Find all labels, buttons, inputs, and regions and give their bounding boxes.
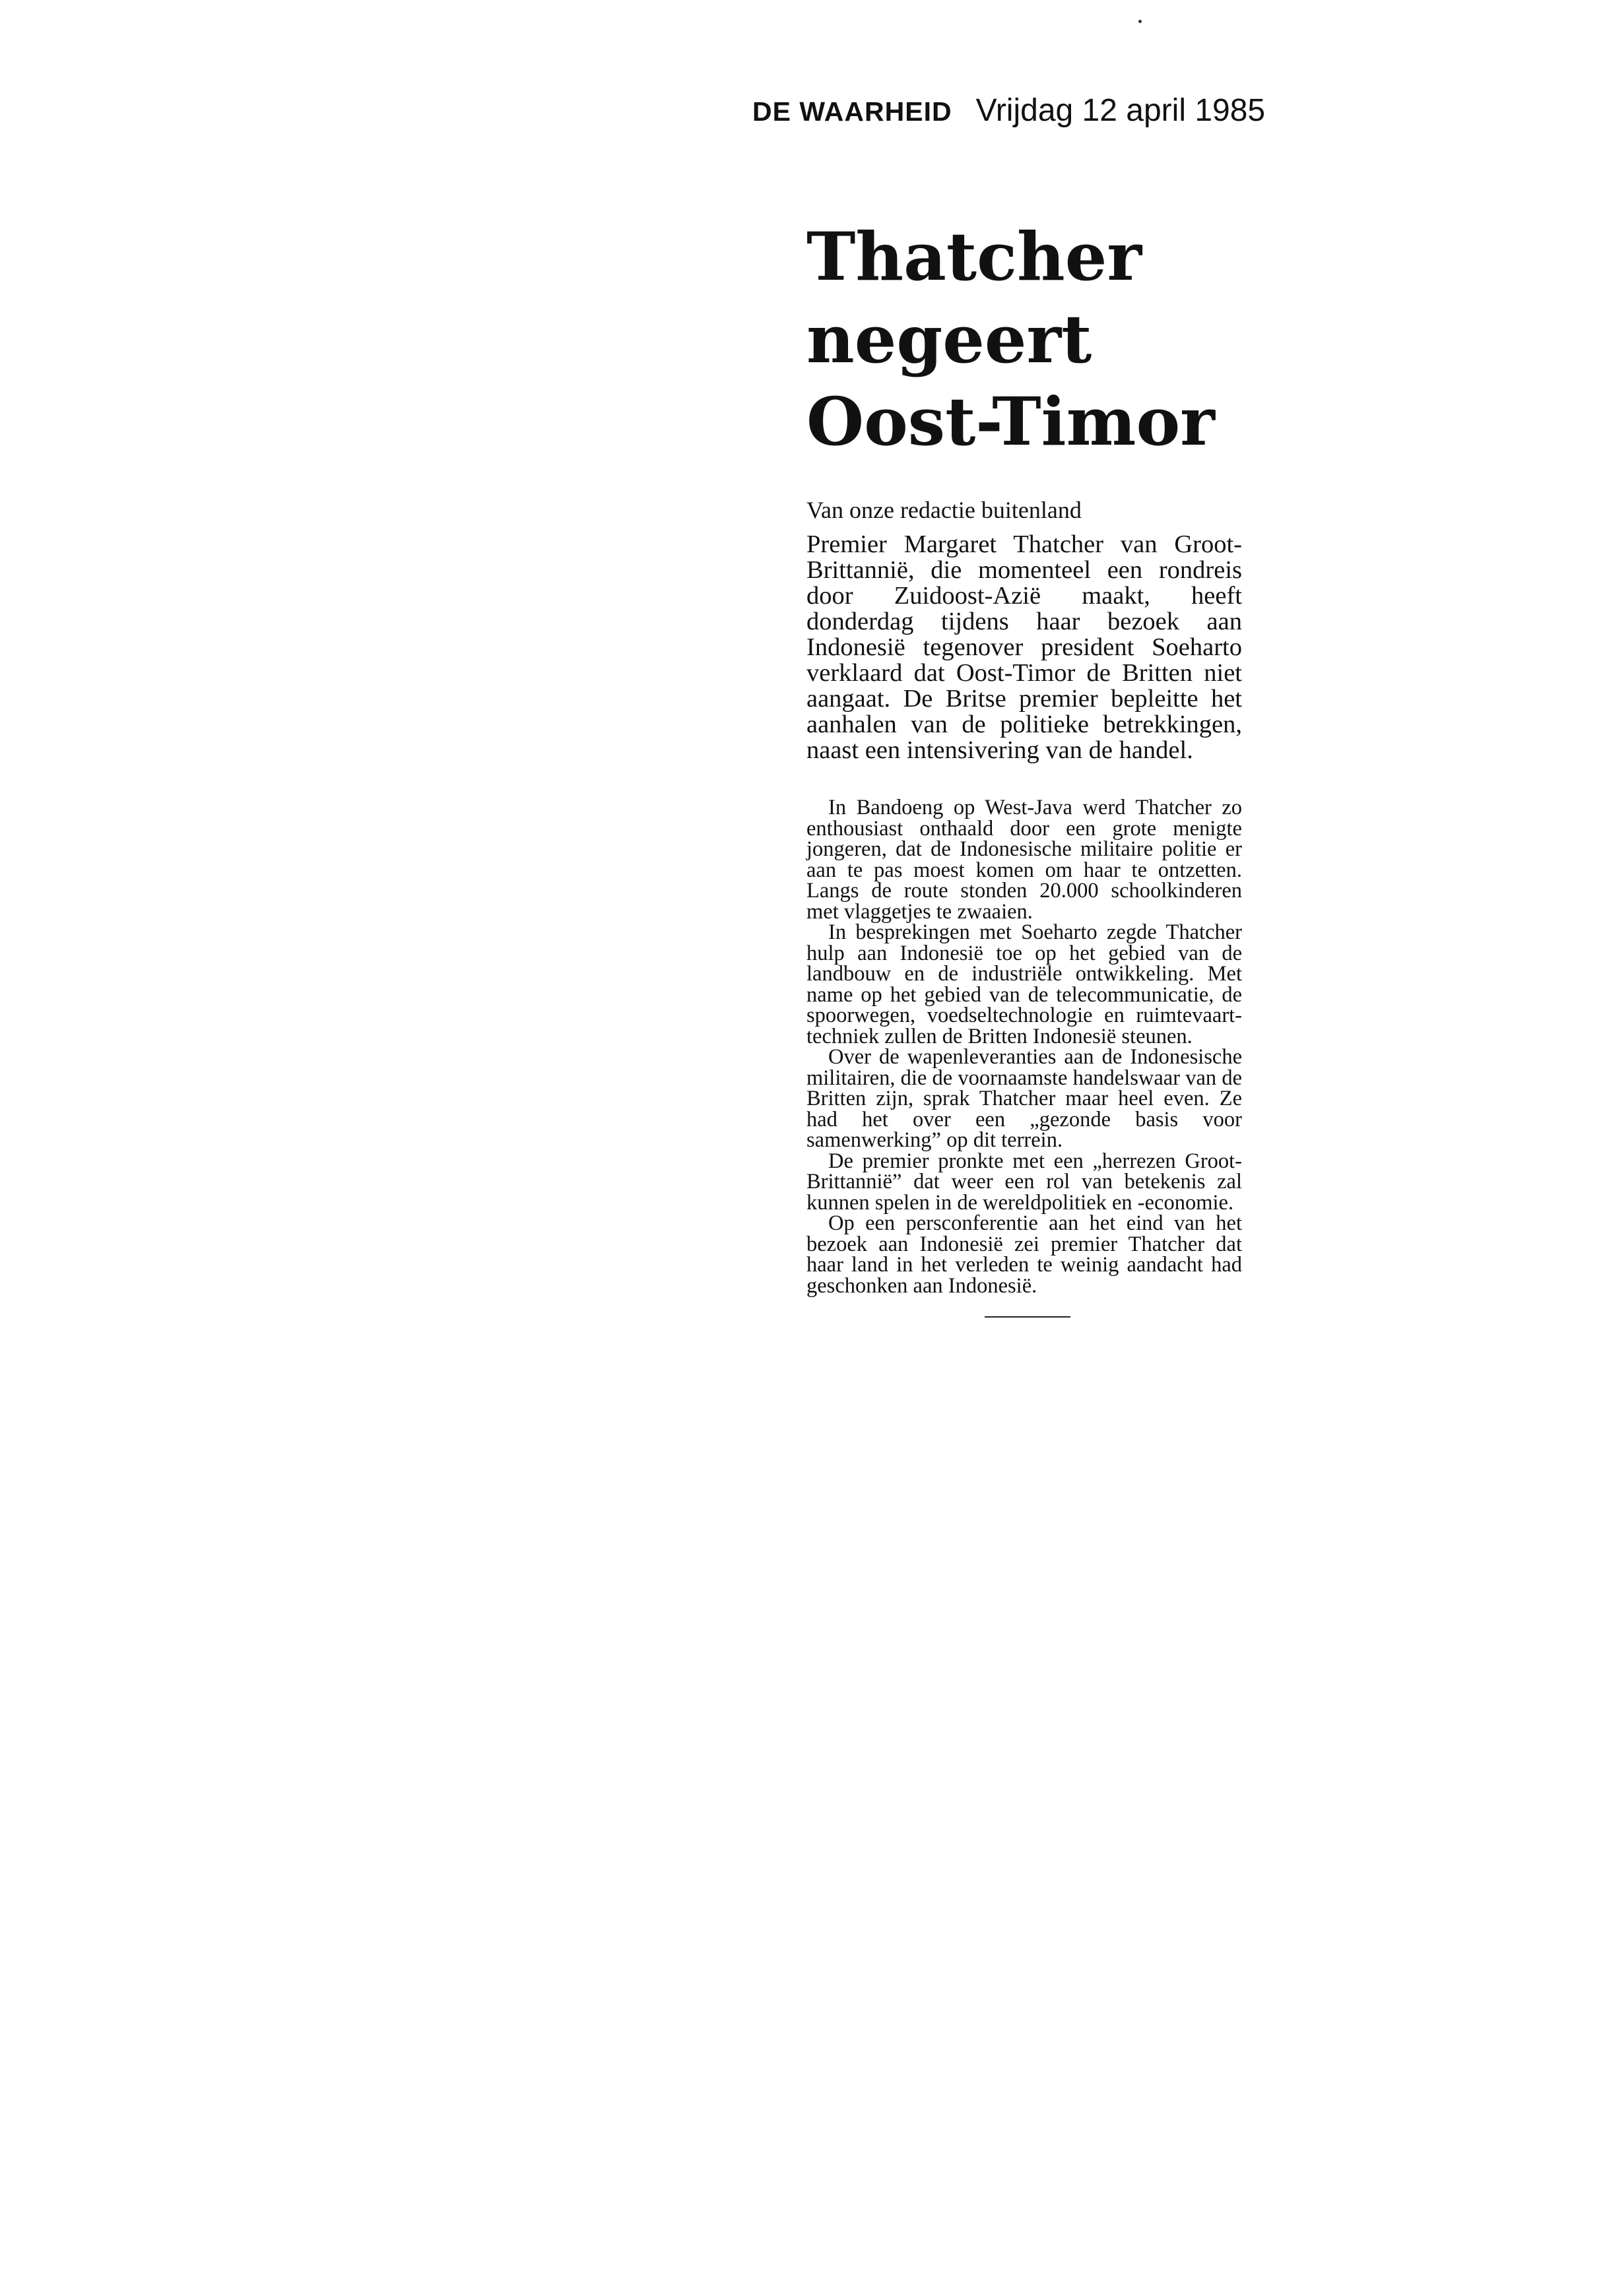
newspaper-clipping: [752, 92, 1266, 1318]
article-end-rule: [985, 1316, 1070, 1318]
article-text: [806, 798, 1242, 1296]
article-body: [806, 532, 1242, 1318]
scan-speck: [1138, 20, 1142, 23]
article-intro: Premier Margaret Thatcher van Groot-Brittannië, die momenteel een rondreis door Zuidoost-Azië maakt, heeft donderdag tijdens haar bezoek aan Indonesië tegenover president Soeharto verklaard dat Oost-Timor de Britten niet aangaat. De Britse premier bepleitte het aanhalen van de politieke betrekkingen, naast een intensivering van de handel.: [806, 530, 1242, 764]
article-byline: Van onze redactie buitenland: [806, 497, 1082, 523]
publication-date: Vrijdag 12 april 1985: [975, 93, 1266, 128]
headline-line: Thatcher: [806, 218, 1142, 296]
article-paragraph: De premier pronkte met een „herrezen Groot-Brittannië” dat weer een rol van betekenis zal kunnen spelen in de wereldpolitiek en -economie.: [806, 1149, 1242, 1215]
article-headline: [806, 216, 1254, 463]
article-paragraph: In besprekingen met Soeharto zegde Thatcher hulp aan Indonesië toe op het gebied van de landbouw en de industriële ontwikkeling. Met name op het gebied van de telecommunicatie, de spoorwegen, voedseltechnologie en ruimtevaart-techniek zullen de Britten Indonesië steunen.: [806, 920, 1242, 1048]
masthead: [752, 92, 1266, 129]
headline-line: negeert: [806, 300, 1092, 378]
article-paragraph: In Bandoeng op West-Java werd Thatcher zo enthousiast onthaald door een grote menigte jongeren, dat de Indonesische militaire politie er aan te pas moest komen om haar te ontzetten. Langs de route stonden 20.000 schoolkinderen met vlaggetjes te zwaaien.: [806, 796, 1242, 924]
headline-line: Oost-Timor: [806, 383, 1215, 461]
newspaper-name: DE WAARHEID: [752, 96, 952, 127]
article-paragraph: Over de wapenleveranties aan de Indonesische militairen, die de voornaamste handelswaar van de Britten zijn, sprak Thatcher maar heel even. Ze had het over een „gezonde basis voor samenwerking” op dit terrein.: [806, 1045, 1242, 1152]
article-paragraph: Op een persconferentie aan het eind van het bezoek aan Indonesië zei premier Thatcher dat haar land in het verleden te weinig aandacht had geschonken aan Indonesië.: [806, 1211, 1242, 1298]
